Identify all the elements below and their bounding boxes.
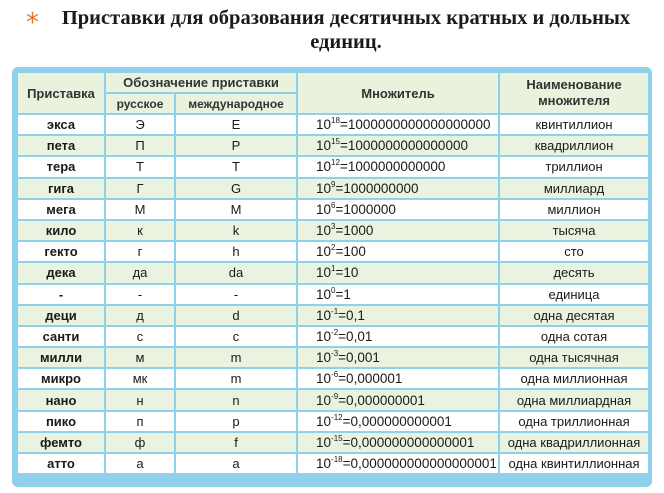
cell-prefix: экса <box>18 115 104 134</box>
exponent: -6 <box>331 370 339 380</box>
multiplier-value: =0,000000001 <box>338 392 425 408</box>
cell-multiplier-name: квадриллион <box>500 136 648 155</box>
cell-prefix: гекто <box>18 242 104 261</box>
cell-multiplier: $10^3=1000$ <box>298 221 498 240</box>
exponent: 1 <box>331 264 336 274</box>
cell-multiplier-name: одна тысячная <box>500 348 648 367</box>
cell-international: m <box>176 348 296 367</box>
cell-prefix: фемто <box>18 433 104 452</box>
header-international: международное <box>176 94 296 113</box>
table-body <box>18 115 648 473</box>
cell-international: - <box>176 285 296 304</box>
multiplier-value: =10 <box>335 265 359 281</box>
cell-multiplier-name: одна сотая <box>500 327 648 346</box>
cell-prefix: санти <box>18 327 104 346</box>
table-row <box>18 390 648 409</box>
multiplier-value: =0,01 <box>338 328 373 344</box>
cell-multiplier-name: десять <box>500 263 648 282</box>
cell-multiplier: $10^{18}=1000000000000000000$ <box>298 115 498 134</box>
exponent: 6 <box>331 200 336 210</box>
cell-multiplier-name: одна миллиардная <box>500 390 648 409</box>
header-designation: Обозначение приставки <box>106 73 296 92</box>
cell-multiplier: $10^0=1$ <box>298 285 498 304</box>
cell-multiplier: $10^{-2}=0,01$ <box>298 327 498 346</box>
cell-russian: М <box>106 200 174 219</box>
cell-prefix: деци <box>18 306 104 325</box>
cell-russian: к <box>106 221 174 240</box>
cell-international: P <box>176 136 296 155</box>
cell-multiplier-name: триллион <box>500 157 648 176</box>
table-row <box>18 306 648 325</box>
exponent: 3 <box>331 222 336 232</box>
exponent: 9 <box>331 179 336 189</box>
cell-prefix: мега <box>18 200 104 219</box>
cell-international: d <box>176 306 296 325</box>
multiplier-value: =1000000000000 <box>339 159 446 175</box>
multiplier-value: =1000000000000000000 <box>339 117 491 133</box>
multiplier-value: =1 <box>335 286 351 302</box>
header-russian: русское <box>106 94 174 113</box>
multiplier-value: =100 <box>335 244 366 260</box>
cell-prefix: тера <box>18 157 104 176</box>
table-row <box>18 136 648 155</box>
exponent: -12 <box>331 412 343 422</box>
cell-russian: д <box>106 306 174 325</box>
cell-russian: н <box>106 390 174 409</box>
exponent: -18 <box>331 455 343 465</box>
cell-international: da <box>176 263 296 282</box>
exponent: 2 <box>331 243 336 253</box>
table-row <box>18 179 648 198</box>
cell-prefix: милли <box>18 348 104 367</box>
header-prefix: Приставка <box>18 73 104 113</box>
exponent: -1 <box>331 306 339 316</box>
cell-multiplier-name: тысяча <box>500 221 648 240</box>
star-bullet-icon: * <box>26 8 39 38</box>
exponent: 0 <box>331 285 336 295</box>
cell-russian: Т <box>106 157 174 176</box>
cell-multiplier: $10^{-18}=0,000000000000000001$ <box>298 454 498 473</box>
cell-multiplier: $10^{-1}=0,1$ <box>298 306 498 325</box>
cell-multiplier: $10^{-9}=0,000000001$ <box>298 390 498 409</box>
cell-multiplier: $10^{-12}=0,000000000001$ <box>298 412 498 431</box>
cell-international: G <box>176 179 296 198</box>
cell-russian: п <box>106 412 174 431</box>
exponent: 15 <box>331 137 340 147</box>
cell-russian: - <box>106 285 174 304</box>
cell-multiplier: $10^{15}=1000000000000000$ <box>298 136 498 155</box>
cell-prefix: нано <box>18 390 104 409</box>
cell-multiplier-name: одна миллионная <box>500 369 648 388</box>
exponent: 18 <box>331 116 340 126</box>
cell-prefix: - <box>18 285 104 304</box>
cell-prefix: гига <box>18 179 104 198</box>
cell-multiplier-name: миллиард <box>500 179 648 198</box>
cell-russian: П <box>106 136 174 155</box>
cell-multiplier-name: одна триллионная <box>500 412 648 431</box>
table-row <box>18 454 648 473</box>
cell-international: n <box>176 390 296 409</box>
cell-multiplier: $10^{-6}=0,000001$ <box>298 369 498 388</box>
table-row <box>18 327 648 346</box>
cell-russian: мк <box>106 369 174 388</box>
cell-russian: г <box>106 242 174 261</box>
table-row <box>18 369 648 388</box>
multiplier-value: =0,000000000000000001 <box>342 456 497 472</box>
prefix-table <box>16 71 650 475</box>
cell-multiplier-name: единица <box>500 285 648 304</box>
cell-international: E <box>176 115 296 134</box>
table-row <box>18 412 648 431</box>
cell-international: m <box>176 369 296 388</box>
cell-multiplier: $10^2=100$ <box>298 242 498 261</box>
cell-russian: ф <box>106 433 174 452</box>
cell-prefix: пета <box>18 136 104 155</box>
exponent: -3 <box>331 349 339 359</box>
cell-multiplier-name: миллион <box>500 200 648 219</box>
exponent: -9 <box>331 391 339 401</box>
cell-multiplier-name: сто <box>500 242 648 261</box>
multiplier-value: =1000000000000000 <box>339 138 468 154</box>
cell-russian: а <box>106 454 174 473</box>
table-row <box>18 221 648 240</box>
cell-multiplier: $10^{-15}=0,000000000000001$ <box>298 433 498 452</box>
page-title: Приставки для образования десятичных кратных и дольных единиц. <box>61 7 631 53</box>
multiplier-value: =0,000000000000001 <box>342 434 475 450</box>
cell-international: a <box>176 454 296 473</box>
table-row <box>18 433 648 452</box>
cell-prefix: кило <box>18 221 104 240</box>
cell-prefix: дека <box>18 263 104 282</box>
exponent: 12 <box>331 158 340 168</box>
multiplier-value: =0,000000000001 <box>342 413 452 429</box>
cell-multiplier-name: одна квинтиллионная <box>500 454 648 473</box>
cell-prefix: микро <box>18 369 104 388</box>
multiplier-value: =0,1 <box>338 307 365 323</box>
multiplier-value: =1000000 <box>335 201 396 217</box>
cell-multiplier: $10^9=1000000000$ <box>298 179 498 198</box>
cell-russian: Э <box>106 115 174 134</box>
cell-russian: Г <box>106 179 174 198</box>
cell-prefix: пико <box>18 412 104 431</box>
cell-russian: м <box>106 348 174 367</box>
table-row <box>18 242 648 261</box>
cell-multiplier: $10^{-3}=0,001$ <box>298 348 498 367</box>
header-multiplier: Множитель <box>298 73 498 113</box>
cell-multiplier-name: одна десятая <box>500 306 648 325</box>
header-multiplier-name: Наименование множителя <box>500 73 648 113</box>
title-block <box>0 6 664 54</box>
cell-prefix: атто <box>18 454 104 473</box>
multiplier-value: =1000 <box>335 223 374 239</box>
cell-international: f <box>176 433 296 452</box>
cell-multiplier-name: квинтиллион <box>500 115 648 134</box>
cell-russian: с <box>106 327 174 346</box>
table-frame <box>12 67 652 487</box>
cell-multiplier: $10^1=10$ <box>298 263 498 282</box>
cell-international: c <box>176 327 296 346</box>
cell-multiplier: $10^{12}=1000000000000$ <box>298 157 498 176</box>
cell-international: p <box>176 412 296 431</box>
multiplier-value: =0,000001 <box>338 371 403 387</box>
cell-international: T <box>176 157 296 176</box>
table-row <box>18 285 648 304</box>
cell-multiplier-name: одна квадриллионная <box>500 433 648 452</box>
cell-multiplier: $10^6=1000000$ <box>298 200 498 219</box>
cell-russian: да <box>106 263 174 282</box>
multiplier-value: =1000000000 <box>335 180 419 196</box>
table-row <box>18 348 648 367</box>
cell-international: h <box>176 242 296 261</box>
exponent: -2 <box>331 327 339 337</box>
cell-international: k <box>176 221 296 240</box>
multiplier-value: =0,001 <box>338 350 380 366</box>
table-row <box>18 200 648 219</box>
exponent: -15 <box>331 433 343 443</box>
table-row <box>18 263 648 282</box>
table-row <box>18 157 648 176</box>
table-row <box>18 115 648 134</box>
cell-international: M <box>176 200 296 219</box>
